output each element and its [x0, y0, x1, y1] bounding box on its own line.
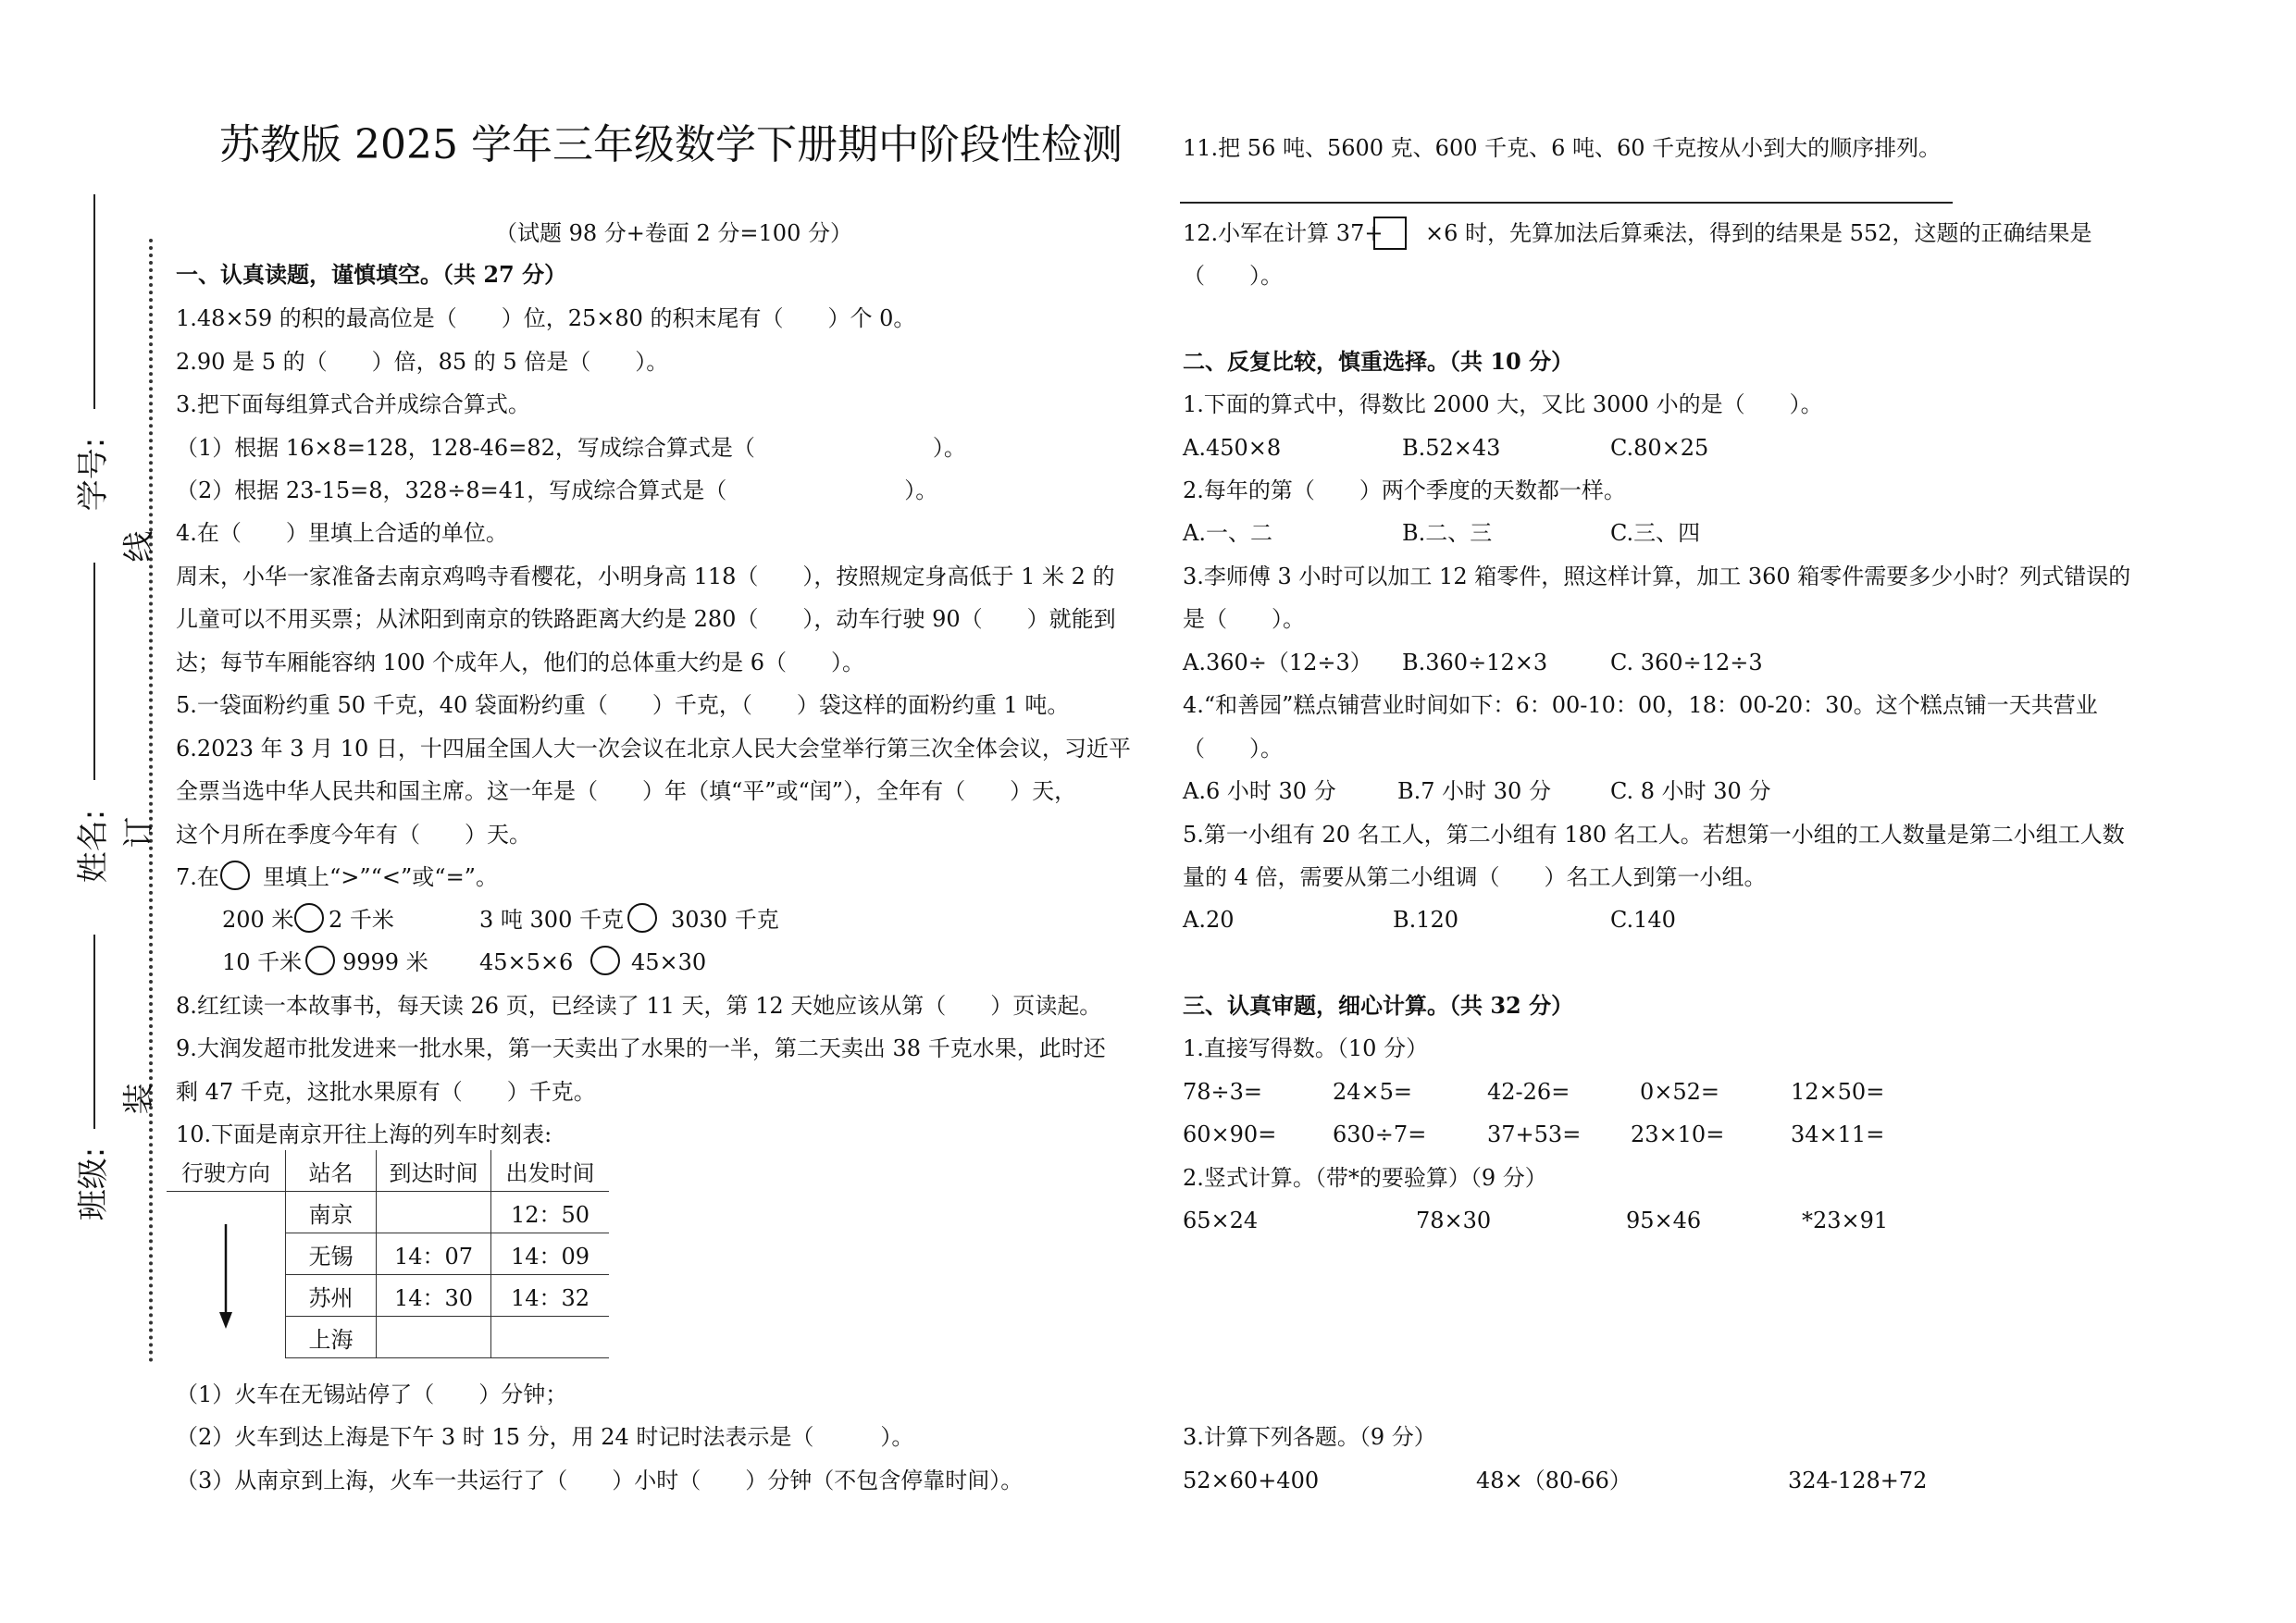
s2-q3-option-a: A.360÷（12÷3） [1183, 650, 1372, 675]
s1-question-7-prefix: 7.在 [176, 864, 219, 890]
page-subtitle: （试题 98 分+卷面 2 分=100 分） [495, 220, 852, 246]
s1-question-3: 3.把下面每组算式合并成综合算式。 [176, 391, 530, 417]
mental-math-item: 630÷7= [1333, 1121, 1427, 1147]
s2-question-5-line-2: 量的 4 倍，需要从第二小组调（ ）名工人到第一小组。 [1183, 864, 1767, 890]
s2-q1-option-a: A.450×8 [1183, 435, 1282, 461]
section-1-heading: 一、认真读题，谨慎填空。（共 27 分） [176, 261, 567, 288]
binding-dotted-line [149, 239, 153, 1363]
s2-question-4-line-1: 4.“和善园”糕点铺营业时间如下：6：00-10：00，18：00-20：30。这个糕点铺一天共营业 [1183, 692, 2098, 718]
binding-mark-zhuang: 装 [120, 1083, 158, 1115]
train-timetable [167, 1150, 609, 1358]
table-cell [377, 1317, 491, 1358]
s2-question-2: 2.每年的第（ ）两个季度的天数都一样。 [1183, 477, 1626, 503]
student-id-label: 学号: [75, 437, 113, 512]
table-cell [377, 1192, 491, 1233]
margin-line-bottom [93, 935, 95, 1129]
table-cell: 苏州 [286, 1275, 377, 1317]
s2-q2-option-a: A.一、二 [1183, 520, 1272, 546]
vertical-calc-item: *23×91 [1802, 1208, 1889, 1233]
s1-question-9-line-2: 剩 47 千克，这批水果原有（ ）千克。 [176, 1079, 596, 1105]
s2-q3-option-b: B.360÷12×3 [1402, 650, 1548, 675]
s1-question-6-line-1: 6.2023 年 3 月 10 日，十四届全国人大一次会议在北京人民大会堂举行第三次全体会议，习近平 [176, 736, 1131, 762]
section-2-heading: 二、反复比较，慎重选择。（共 10 分） [1183, 348, 1574, 375]
s1-question-4-line-3: 达；每节车厢能容纳 100 个成年人，他们的总体重大约是 6（ ）。 [176, 650, 864, 675]
question-12-prefix: 12.小军在计算 37+ [1183, 220, 1384, 246]
mental-math-item: 23×10= [1631, 1121, 1725, 1147]
s2-q4-option-b: B.7 小时 30 分 [1397, 778, 1551, 804]
table-row [167, 1192, 609, 1233]
down-arrow-icon [212, 1220, 240, 1331]
class-label: 班级: [75, 1146, 113, 1221]
s2-q2-option-c: C.三、四 [1610, 520, 1701, 546]
s2-question-1: 1.下面的算式中，得数比 2000 大，又比 3000 小的是（ ）。 [1183, 391, 1823, 417]
table-cell: 14：07 [377, 1233, 491, 1275]
s1-question-10-part-1: （1）火车在无锡站停了（ ）分钟； [176, 1381, 568, 1407]
s3-question-1: 1.直接写得数。（10 分） [1183, 1035, 1429, 1061]
s1-question-5: 5.一袋面粉约重 50 千克，40 袋面粉约重（ ）千克，（ ）袋这样的面粉约重 1 吨。 [176, 692, 1070, 718]
mental-math-item: 12×50= [1791, 1079, 1885, 1105]
s3-question-3: 3.计算下列各题。（9 分） [1183, 1424, 1436, 1450]
s2-q4-option-a: A.6 小时 30 分 [1183, 778, 1336, 804]
compare-circle-icon [220, 861, 250, 890]
vertical-calc-item: 65×24 [1183, 1208, 1259, 1233]
table-cell: 14：32 [491, 1275, 610, 1317]
calc-item: 52×60+400 [1183, 1468, 1320, 1493]
mental-math-item: 60×90= [1183, 1121, 1277, 1147]
s2-q5-option-a: A.20 [1183, 907, 1235, 933]
s1-question-6-line-2: 全票当选中华人民共和国主席。这一年是（ ）年（填“平”或“闰”），全年有（ ）天， [176, 778, 1077, 804]
s2-q1-option-b: B.52×43 [1402, 435, 1501, 461]
s1-question-8: 8.红红读一本故事书，每天读 26 页，已经读了 11 天，第 12 天她应该从第（ ）页读起。 [176, 993, 1102, 1019]
binding-mark-ding: 订 [120, 816, 158, 849]
s1-question-10-part-3: （3）从南京到上海，火车一共运行了（ ）小时（ ）分钟（不包含停靠时间）。 [176, 1468, 1024, 1493]
s1-question-2: 2.90 是 5 的（ ）倍，85 的 5 倍是（ ）。 [176, 349, 669, 375]
section-3-heading: 三、认真审题，细心计算。（共 32 分） [1183, 992, 1574, 1019]
student-name-label: 姓名: [75, 809, 113, 884]
s2-question-5-line-1: 5.第一小组有 20 名工人，第二小组有 180 名工人。若想第一小组的工人数量是第二小组工人数 [1183, 822, 2125, 848]
s2-q5-option-c: C.140 [1610, 907, 1676, 933]
mental-math-item: 37+53= [1487, 1121, 1582, 1147]
page-title: 苏教版 2025 学年三年级数学下册期中阶段性检测 [219, 121, 1123, 168]
table-cell: 12：50 [491, 1192, 610, 1233]
q7-item-4-right: 45×30 [631, 949, 707, 975]
s1-question-7-suffix: 里填上“>”“<”或“=”。 [263, 864, 498, 890]
table-cell [491, 1317, 610, 1358]
direction-arrow-cell [167, 1192, 286, 1358]
table-cell: 南京 [286, 1192, 377, 1233]
s3-question-2: 2.竖式计算。（带*的要验算）（9 分） [1183, 1165, 1547, 1191]
question-12-blank-box[interactable] [1373, 217, 1407, 250]
table-header-departure: 出发时间 [491, 1150, 610, 1192]
mental-math-item: 78÷3= [1183, 1079, 1263, 1105]
q7-item-1-right: 2 千米 [329, 907, 394, 933]
question-12-answer: （ ）。 [1183, 263, 1283, 289]
question-11: 11.把 56 吨、5600 克、600 千克、6 吨、60 千克按从小到大的顺序排列。 [1183, 135, 1942, 161]
s1-question-6-line-3: 这个月所在季度今年有（ ）天。 [176, 822, 531, 848]
s1-question-4: 4.在（ ）里填上合适的单位。 [176, 520, 508, 546]
q7-item-1-circle[interactable] [294, 903, 324, 933]
table-cell: 上海 [286, 1317, 377, 1358]
s2-q1-option-c: C.80×25 [1610, 435, 1709, 461]
table-header-station: 站名 [286, 1150, 377, 1192]
table-header-row [167, 1150, 609, 1192]
s1-question-10: 10.下面是南京开往上海的列车时刻表: [176, 1121, 552, 1147]
margin-line-middle [93, 563, 95, 780]
q7-item-2-left: 3 吨 300 千克 [479, 907, 624, 933]
mental-math-item: 34×11= [1791, 1121, 1885, 1147]
mental-math-item: 24×5= [1333, 1079, 1413, 1105]
s1-question-3-part-1: （1）根据 16×8=128，128-46=82，写成综合算式是（ ）。 [176, 435, 966, 461]
question-12-mid: ×6 时，先算加法后算乘法，得到的结果是 552，这题的正确结果是 [1425, 220, 2092, 246]
s1-question-3-part-2: （2）根据 23-15=8，328÷8=41，写成综合算式是（ ）。 [176, 477, 938, 503]
q7-item-3-right: 9999 米 [342, 949, 428, 975]
margin-line-top [93, 194, 95, 409]
q7-item-3-left: 10 千米 [222, 949, 303, 975]
vertical-calc-item: 78×30 [1416, 1208, 1492, 1233]
s2-q5-option-b: B.120 [1393, 907, 1459, 933]
table-cell: 14：30 [377, 1275, 491, 1317]
table-header-direction: 行驶方向 [167, 1150, 286, 1192]
s2-q2-option-b: B.二、三 [1402, 520, 1493, 546]
calc-item: 324-128+72 [1788, 1468, 1928, 1493]
calc-item: 48×（80-66） [1476, 1468, 1632, 1493]
q7-item-2-right: 3030 千克 [671, 907, 779, 933]
vertical-calc-item: 95×46 [1626, 1208, 1702, 1233]
q7-item-3-circle[interactable] [305, 946, 335, 975]
q7-item-4-circle[interactable] [590, 946, 620, 975]
q7-item-2-circle[interactable] [627, 903, 657, 933]
question-11-answer-line [1180, 202, 1953, 204]
s1-question-9-line-1: 9.大润发超市批发进来一批水果，第一天卖出了水果的一半，第二天卖出 38 千克水果，此时还 [176, 1035, 1106, 1061]
s2-q3-option-c: C. 360÷12÷3 [1610, 650, 1763, 675]
q7-item-4-left: 45×5×6 [479, 949, 574, 975]
q7-item-1-left: 200 米 [222, 907, 294, 933]
binding-mark-xian: 线 [120, 530, 158, 563]
s1-question-1: 1.48×59 的积的最高位是（ ）位，25×80 的积末尾有（ ）个 0。 [176, 305, 916, 331]
mental-math-item: 0×52= [1640, 1079, 1720, 1105]
mental-math-item: 42-26= [1487, 1079, 1570, 1105]
table-header-arrival: 到达时间 [377, 1150, 491, 1192]
s2-q4-option-c: C. 8 小时 30 分 [1610, 778, 1771, 804]
s1-question-10-part-2: （2）火车到达上海是下午 3 时 15 分，用 24 时记时法表示是（ ）。 [176, 1424, 914, 1450]
table-cell: 14：09 [491, 1233, 610, 1275]
s2-question-3-line-2: 是（ ）。 [1183, 606, 1305, 632]
s2-question-4-line-2: （ ）。 [1183, 736, 1283, 762]
s1-question-4-line-1: 周末，小华一家准备去南京鸡鸣寺看樱花，小明身高 118（ ），按照规定身高低于 1 米 2 的 [176, 564, 1115, 589]
table-cell: 无锡 [286, 1233, 377, 1275]
s1-question-4-line-2: 儿童可以不用买票；从沭阳到南京的铁路距离大约是 280（ ），动车行驶 90（ ）就能到 [176, 606, 1116, 632]
s2-question-3-line-1: 3.李师傅 3 小时可以加工 12 箱零件，照这样计算，加工 360 箱零件需要多少小时？列式错误的 [1183, 564, 2131, 589]
